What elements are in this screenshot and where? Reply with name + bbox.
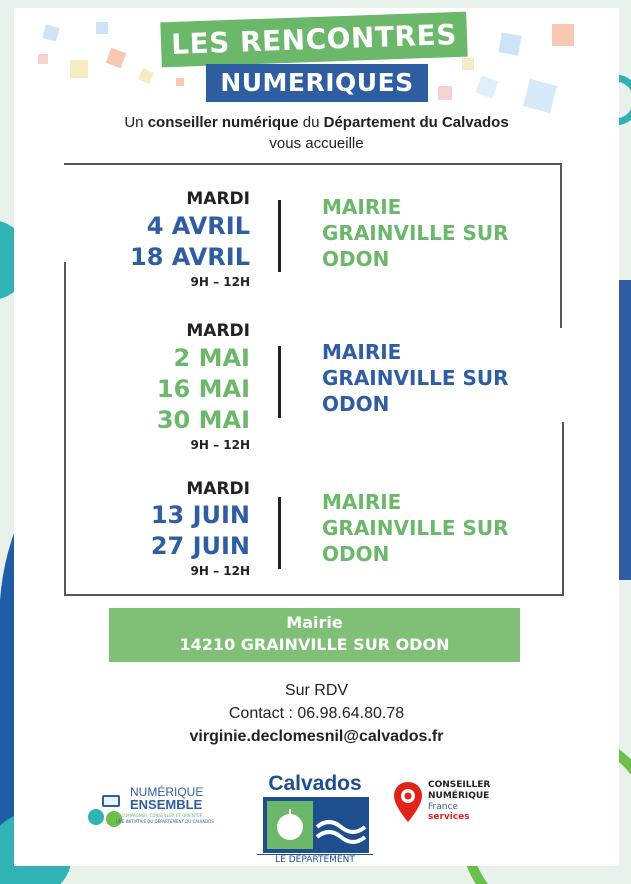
session-day: MARDI: [186, 479, 250, 499]
session-date: 16 MAI: [156, 375, 250, 403]
numerique-ensemble-logo: NUMÉRIQUE ENSEMBLE ACCOMPAGNER, CONSEILLER ET ORIENTER UNE INITIATIVE DU DÉPARTEMENT DU CALVADOS: [88, 785, 238, 830]
session-hours: 9H – 12H: [190, 564, 250, 578]
frame-line: [560, 163, 562, 328]
session-place: MAIRIE GRAINVILLE SUR ODON: [322, 340, 509, 416]
address-line-1: Mairie: [286, 613, 343, 632]
session-date: 30 MAI: [156, 406, 250, 434]
session-hours: 9H – 12H: [190, 275, 250, 289]
session-day: MARDI: [186, 321, 250, 341]
rdv-text: Sur RDV: [284, 682, 349, 699]
session-hours: 9H – 12H: [190, 438, 250, 452]
hands-icon: [88, 791, 128, 831]
phone-text: Contact : 06.98.64.80.78: [228, 705, 405, 722]
apple-wave-icon: [257, 797, 373, 857]
subtitle-line-1: Un conseiller numérique du Département du Calvados: [124, 114, 509, 131]
conseiller-numerique-logo: CONSEILLER NUMÉRIQUE France services: [394, 778, 504, 828]
subtitle-line-2: vous accueille: [269, 135, 364, 152]
session-date: 4 AVRIL: [146, 212, 250, 240]
frame-line: [64, 163, 562, 165]
separator: [278, 497, 281, 569]
session-date: 13 JUIN: [150, 501, 250, 529]
title-line-2: NUMERIQUES: [206, 64, 428, 102]
separator: [278, 346, 281, 418]
email-link[interactable]: virginie.declomesnil@calvados.fr: [189, 728, 444, 745]
separator: [278, 200, 281, 272]
frame-line: [64, 262, 66, 595]
address-box: [109, 608, 520, 662]
session-date: 18 AVRIL: [130, 243, 250, 271]
session-date: 27 JUIN: [150, 532, 250, 560]
session-date: 2 MAI: [173, 344, 250, 372]
session-place: MAIRIE GRAINVILLE SUR ODON: [322, 195, 509, 271]
frame-line: [562, 422, 564, 595]
calvados-logo: Calvados LE DÉPARTEMENT: [257, 772, 373, 866]
session-place: MAIRIE GRAINVILLE SUR ODON: [322, 490, 509, 566]
title-line-1: LES RENCONTRES: [160, 12, 467, 68]
frame-line: [64, 594, 564, 596]
location-pin-icon: [394, 780, 422, 824]
session-day: MARDI: [186, 189, 250, 209]
address-line-2: 14210 GRAINVILLE SUR ODON: [179, 635, 450, 654]
